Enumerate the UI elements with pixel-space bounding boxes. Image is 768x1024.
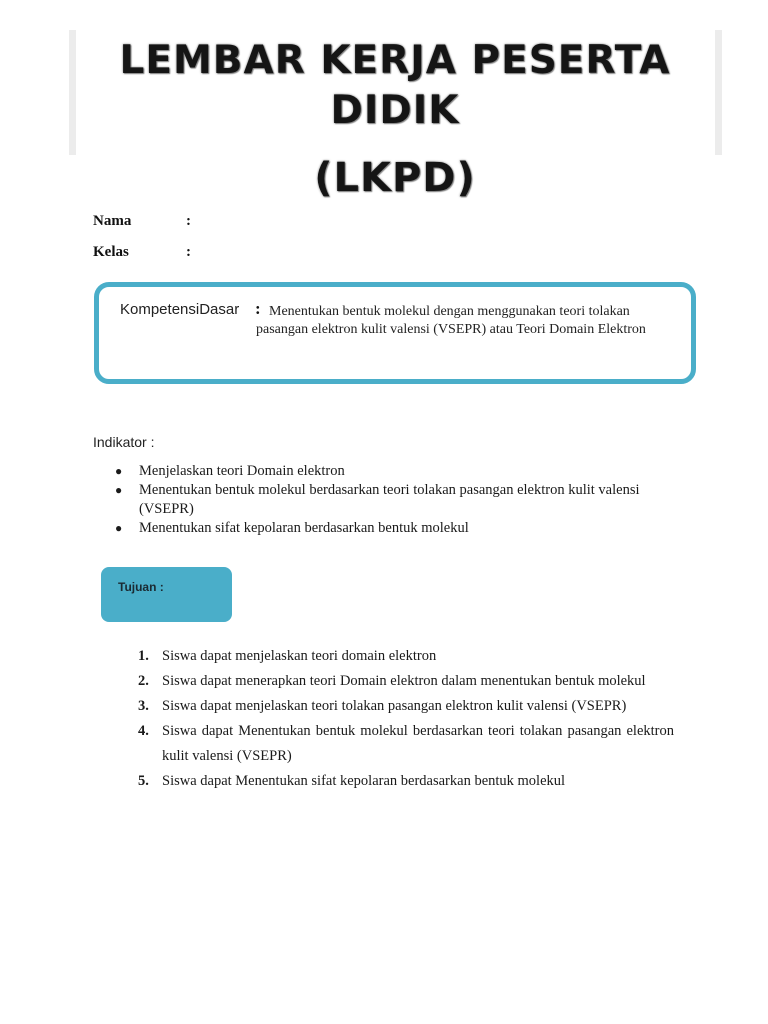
right-decorative-bar [715,30,722,155]
list-number: 3. [138,698,149,714]
indikator-item-text: Menjelaskan teori Domain elektron [139,463,345,479]
kelas-field [93,244,191,261]
list-item [138,719,674,769]
page-title-line-3: (LKPD) [314,155,476,201]
indikator-item-text: Menentukan sifat kepolaran berdasarkan bentuk molekul [139,520,469,536]
kompetensi-dasar-text: Menentukan bentuk molekul dengan menggunakan teori tolakan pasangan elektron kulit valensi (VSEPR) atau Teori Domain Elektron [256,304,646,337]
kompetensi-dasar-box [94,282,696,384]
list-item [138,694,674,719]
kelas-label: Kelas [93,244,129,260]
indikator-heading: Indikator : [93,434,155,450]
page-title-line-1: LEMBAR KERJA PESERTA [119,38,671,83]
list-item [138,769,674,794]
kompetensi-dasar-label: KompetensiDasar [120,301,240,318]
tujuan-item-text: Siswa dapat Menentukan sifat kepolaran berdasarkan bentuk molekul [162,773,566,789]
indikator-item-text: Menentukan bentuk molekul berdasarkan teori tolakan pasangan elektron kulit valensi (VSEPR) [139,482,640,517]
list-number: 1. [138,648,149,664]
tujuan-box [101,567,232,622]
nama-colon: : [186,213,191,229]
tujuan-heading: Tujuan : [118,580,164,594]
bullet-icon: ● [115,521,123,535]
indikator-list [113,462,683,538]
list-number: 4. [138,723,149,739]
page-title-line-2: DIDIK [330,88,460,133]
tujuan-item-text: Siswa dapat Menentukan bentuk molekul berdasarkan teori tolakan pasangan elektron kulit valensi (VSEPR) [162,723,674,764]
tujuan-item-text: Siswa dapat menjelaskan teori tolakan pasangan elektron kulit valensi (VSEPR) [162,698,627,714]
list-item [113,519,683,538]
kelas-colon: : [186,244,191,260]
kompetensi-dasar-colon: : [255,299,261,318]
nama-label: Nama [93,213,132,229]
bullet-icon: ● [115,483,123,497]
list-item [138,669,674,694]
list-item [113,481,683,519]
list-item [113,462,683,481]
tujuan-item-text: Siswa dapat menerapkan teori Domain elektron dalam menentukan bentuk molekul [162,673,646,689]
tujuan-item-text: Siswa dapat menjelaskan teori domain elektron [162,648,437,664]
bullet-icon: ● [115,464,123,478]
left-decorative-bar [69,30,76,155]
list-number: 2. [138,673,149,689]
tujuan-list [138,644,674,794]
nama-field [93,213,191,230]
list-item [138,644,674,669]
list-number: 5. [138,773,149,789]
